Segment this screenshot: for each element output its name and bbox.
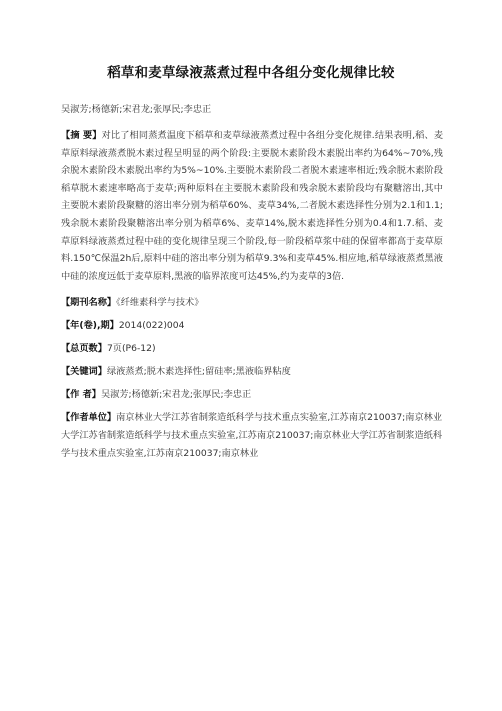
- abstract-paragraph: [61, 127, 443, 285]
- field-label: 【年(卷),期】: [61, 320, 119, 332]
- document-page: [0, 62, 502, 711]
- abstract-text: 对比了相同蒸煮温度下稻草和麦草绿液蒸煮过程中各组分变化规律.结果表明,稻、麦草原料绿液蒸煮脱木素过程呈明显的两个阶段:主要脱木素阶段木素脱出率约为64%~70%,残余脱木素阶段木素脱出率约为5%~10%.主要脱木素阶段二者脱木素速率相近;残余脱木素阶段稻草脱木素速率略高于麦草;两种原料在主要脱木素阶段和残余脱木素阶段均有聚糖溶出,其中主要脱木素阶段聚糖的溶出率分别为稻草60%、麦草34%,二者脱木素选择性分别为2.1和1.1;残余脱木素阶段聚糖溶出率分别为稻草6%、麦草14%,脱木素选择性分别为0.4和1.7.稻、麦草原料绿液蒸煮过程中硅的变化规律呈现三个阶段,每一阶段稻草浆中硅的保留率都高于麦草原料.150℃保温2h后,原料中硅的溶出率分别为稻草9.3%和麦草45%.相应地,稻草绿液蒸煮黑液中硅的浓度远低于麦草原料,黑液的临界浓度可达45%,约为麦草的3倍.: [61, 130, 444, 282]
- journal-name-field: [61, 294, 443, 308]
- field-label: 【总页数】: [61, 343, 107, 355]
- field-value: 南京林业大学江苏省制浆造纸科学与技术重点实验室,江苏南京210037;南京林业大学江苏省制浆造纸科学与技术重点实验室,江苏南京210037;南京林业大学江苏省制浆造纸科学与技术重点实验室,江苏南京210037;南京林业: [61, 412, 443, 459]
- field-label: 【关键词】: [61, 366, 107, 378]
- field-label: 【期刊名称】: [61, 297, 117, 309]
- field-value: 吴淑芳;杨德新;宋君龙;张厚民;李忠正: [100, 389, 252, 401]
- field-label: 【作 者】: [61, 389, 101, 401]
- field-value: 绿液蒸煮;脱木素选择性;留硅率;黑液临界粘度: [106, 366, 291, 378]
- field-label: 【作者单位】: [61, 412, 117, 424]
- author-list: 吴淑芳;杨德新;宋君龙;张厚民;李忠正: [61, 104, 212, 115]
- affiliation-field: [61, 409, 443, 462]
- document-title: 稻草和麦草绿液蒸煮过程中各组分变化规律比较: [107, 66, 395, 81]
- keywords-field: [61, 363, 443, 377]
- field-value: 《纤维素科学与技术》: [116, 297, 204, 309]
- authors-field: [61, 386, 443, 400]
- field-value: 2014(022)004: [118, 320, 185, 332]
- volume-issue-field: [61, 317, 443, 331]
- page-count-field: [61, 340, 443, 354]
- field-value: 7页(P6-12): [106, 343, 156, 355]
- abstract-label: 【摘 要】: [61, 130, 102, 141]
